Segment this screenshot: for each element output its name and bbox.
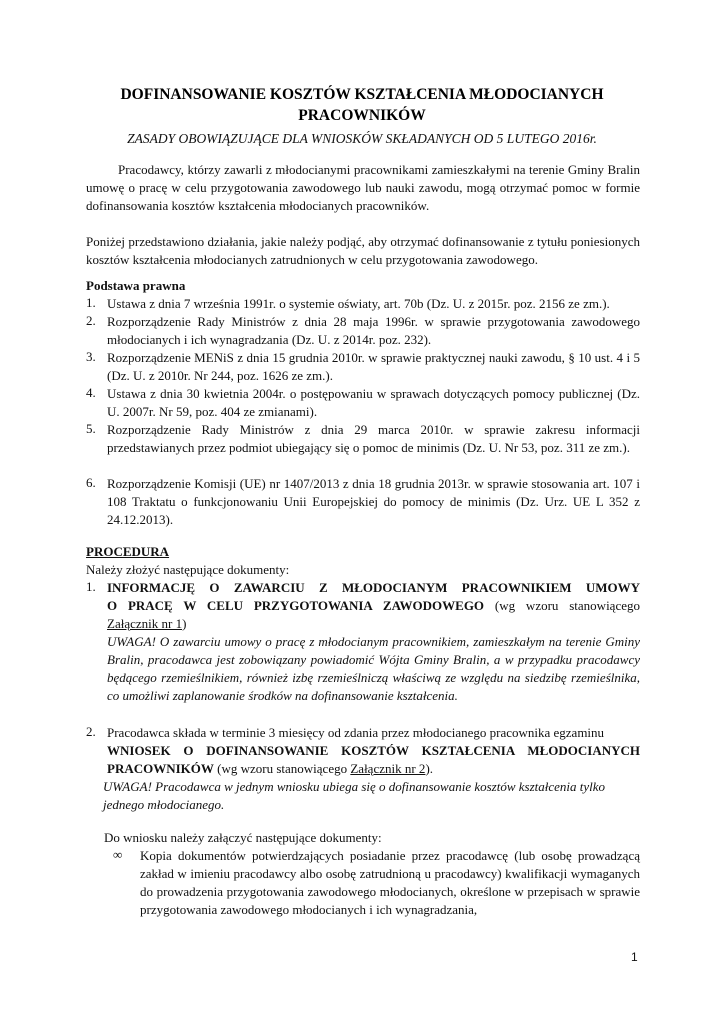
legal-item-number: 5. xyxy=(86,421,96,436)
legal-item-number: 6. xyxy=(86,475,96,490)
attachment-2-suffix: ). xyxy=(425,761,434,776)
step-number: 2. xyxy=(86,724,96,739)
step-1-attachment-line xyxy=(107,615,640,633)
legal-item-number: 4. xyxy=(86,385,96,400)
legal-basis-heading: Podstawa prawna xyxy=(86,278,186,293)
infinity-bullet-icon: ∞ xyxy=(113,847,123,862)
step-1-note: UWAGA! O zawarciu umowy o pracę z młodocianym pracownikiem, zamieszkałym na terenie Gminy Bralin, pracodawca jest zobowiązany powiadomić Wójta Gminy Bralin, a w przypadku pracodawcy będącego rzemieślnikiem, również izbę rzemieślniczą właściwą ze względu na siedzibę rzemieślnika, co umożliwi zaplanowanie środków na dofinansowanie kształcenia. xyxy=(107,634,640,703)
step-2-title-line2 xyxy=(107,760,640,778)
step-1-title-bold: O PRACĘ W CELU PRZYGOTOWANIA ZAWODOWEGO xyxy=(107,598,485,613)
legal-item: Rozporządzenie Rady Ministrów z dnia 28 maja 1996r. w sprawie przygotowania zawodowego młodocianych i ich wynagradzania (Dz. U. z 2014r. poz. 232). xyxy=(107,314,640,347)
step-1-title-line2 xyxy=(107,597,640,615)
attachment-2-link[interactable]: Załącznik nr 2 xyxy=(350,761,426,776)
attachments-intro: Do wniosku należy załączyć następujące dokumenty: xyxy=(104,830,382,845)
step-1-title-line1: INFORMACJĘ O ZAWARCIU Z MŁODOCIANYM PRACOWNIKIEM UMOWY xyxy=(107,580,640,595)
step-2-note: UWAGA! Pracodawca w jednym wniosku ubiega się o dofinansowanie kosztów kształcenia tylko jednego młodocianego. xyxy=(103,779,606,812)
step-2 xyxy=(107,724,640,778)
legal-item: Ustawa z dnia 7 września 1991r. o systemie oświaty, art. 70b (Dz. U. z 2015r. poz. 2156 ze zm.). xyxy=(107,296,610,311)
step-number: 1. xyxy=(86,579,96,594)
legal-item: Ustawa z dnia 30 kwietnia 2004r. o postępowaniu w sprawach dotyczących pomocy publicznej (Dz. U. 2007r. Nr 59, poz. 404 ze zmianami). xyxy=(107,386,640,419)
legal-item: Rozporządzenie MENiS z dnia 15 grudnia 2010r. w sprawie praktycznej nauki zawodu, § 10 ust. 4 i 5 (Dz. U. z 2010r. Nr 244, poz. 1626 ze zm.). xyxy=(107,350,640,383)
document-title-line2: PRACOWNIKÓW xyxy=(298,107,426,124)
document-title-line1: DOFINANSOWANIE KOSZTÓW KSZTAŁCENIA MŁODOCIANYCH xyxy=(120,86,604,103)
procedure-intro: Należy złożyć następujące dokumenty: xyxy=(86,562,290,577)
step-2-text: Pracodawca składa w terminie 3 miesięcy od zdania przez młodocianego pracownika egzaminu xyxy=(107,725,605,740)
step-1-title-suffix: (wg wzoru stanowiącego xyxy=(484,598,640,613)
legal-item-number: 3. xyxy=(86,349,96,364)
attachment-list-item: Kopia dokumentów potwierdzających posiadanie przez pracodawcę (lub osobę prowadzącą zakład w imieniu pracodawcy albo osobę zatrudnioną u pracodawcy) kwalifikacji wymaganych do prowadzenia przygotowania zawodowego młodocianych, określone w przepisach w sprawie przygotowania zawodowego młodocianych i ich wynagradzania, xyxy=(140,848,640,917)
page-number: 1 xyxy=(631,950,638,964)
legal-item-number: 1. xyxy=(86,295,96,310)
legal-item-number: 2. xyxy=(86,313,96,328)
procedure-heading: PROCEDURA xyxy=(86,544,170,559)
document-subtitle: ZASADY OBOWIĄZUJĄCE DLA WNIOSKÓW SKŁADANYCH OD 5 LUTEGO 2016r. xyxy=(127,131,597,146)
intro-paragraph-2: Poniżej przedstawiono działania, jakie należy podjąć, aby otrzymać dofinansowanie z tytułu poniesionych kosztów kształcenia młodocianych zatrudnionych w celu przygotowania zawodowego. xyxy=(86,234,640,267)
legal-item: Rozporządzenie Komisji (UE) nr 1407/2013 z dnia 18 grudnia 2013r. w sprawie stosowania art. 107 i 108 Traktatu o funkcjonowaniu Unii Europejskiej do pomocy de minimis (Dz. Urz. UE L 352 z 24.12.2013). xyxy=(107,476,640,527)
attachment-1-suffix: ) xyxy=(182,616,187,631)
step-1 xyxy=(107,579,640,705)
legal-item: Rozporządzenie Rady Ministrów z dnia 29 marca 2010r. w sprawie zakresu informacji przedstawianych przez podmiot ubiegający się o pomoc de minimis (Dz. U. Nr 53, poz. 311 ze zm.). xyxy=(107,422,640,455)
intro-paragraph-1: Pracodawcy, którzy zawarli z młodocianymi pracownikami zamieszkałymi na terenie Gminy Bralin umowę o pracę w celu przygotowania zawodowego lub nauki zawodu, mogą otrzymać pomoc w formie dofinansowania kosztów kształcenia młodocianych pracowników. xyxy=(86,162,640,213)
step-2-title-line1: WNIOSEK O DOFINANSOWANIE KOSZTÓW KSZTAŁCENIA MŁODOCIANYCH xyxy=(107,743,640,758)
step-2-title-suffix: (wg wzoru stanowiącego xyxy=(213,761,351,776)
attachment-1-link[interactable]: Załącznik nr 1 xyxy=(107,616,183,631)
step-2-title-bold: PRACOWNIKÓW xyxy=(107,761,214,776)
